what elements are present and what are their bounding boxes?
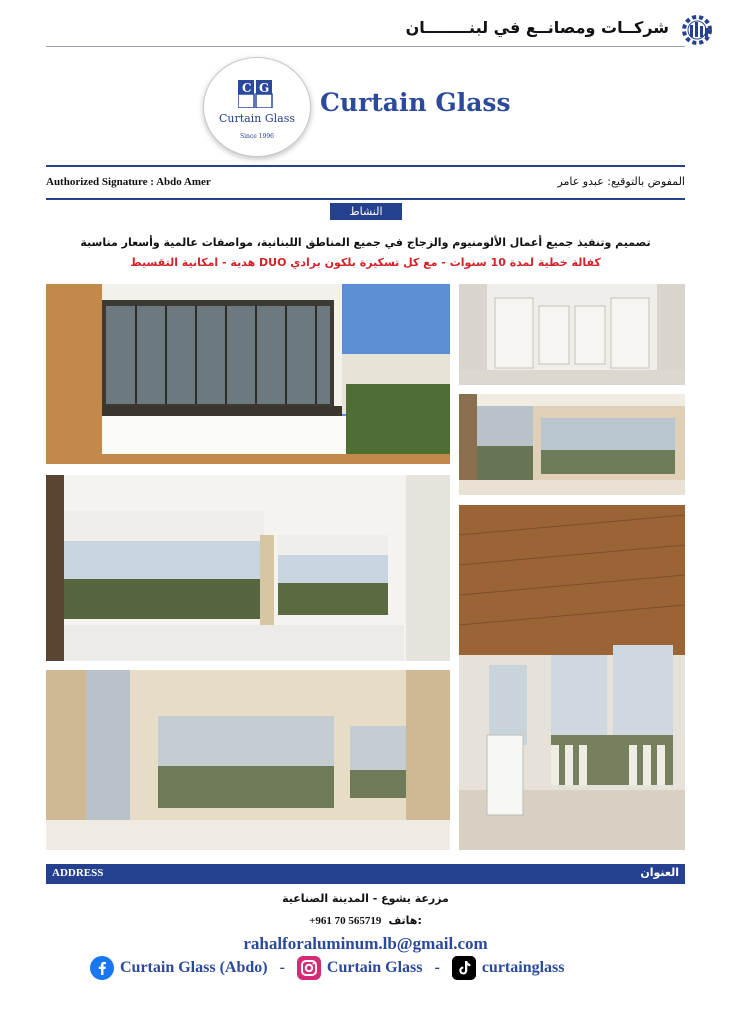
address-label-en: ADDRESS (52, 867, 104, 879)
address-label-ar: العنوان (640, 866, 679, 879)
roller-blinds-room-photo (459, 284, 685, 385)
glass-balcony-valley-photo (459, 394, 685, 495)
warranty-text: كفالة خطية لمدة 10 سنوات - مع كل تسكيرة بلكون برادي DUO هدية - امكانية التقسيط (130, 256, 601, 269)
address-bar (46, 864, 685, 884)
brand-title: Curtain Glass (320, 88, 511, 117)
gear-building-icon (681, 14, 717, 46)
phone-line (0, 914, 731, 927)
social-row (90, 956, 564, 980)
cg-monogram-icon (238, 80, 274, 108)
logo-name: Curtain Glass (219, 112, 295, 125)
activity-description: تصميم وتنفيذ جميع أعمال الألومنيوم والزجاج في جميع المناطق اللبنانية، مواصفات عالمية وأسعار مناسبة (80, 236, 651, 249)
signature-top-rule (46, 165, 685, 167)
blinds-valley-view-photo (46, 475, 450, 661)
signature-bottom-rule (46, 198, 685, 200)
phone-label: هاتف: (388, 914, 422, 927)
social-separator: - (279, 959, 285, 976)
email-link[interactable]: rahalforaluminum.lb@gmail.com (243, 934, 488, 953)
header-divider (46, 46, 685, 47)
directory-title: شركــات ومصانــع في لبنــــــــان (405, 18, 669, 37)
wooden-ceiling-arches-photo (459, 505, 685, 850)
facebook-icon[interactable] (90, 956, 114, 980)
svg-text:C: C (242, 81, 252, 95)
phone-number[interactable]: +961 70 565719 (309, 915, 382, 927)
facebook-handle[interactable]: Curtain Glass (Abdo) (120, 959, 268, 976)
tiktok-handle[interactable]: curtainglass (481, 959, 565, 976)
tiktok-icon[interactable] (452, 956, 476, 980)
balcony-exterior-photo (46, 284, 450, 464)
instagram-icon[interactable] (297, 956, 321, 980)
activity-badge: النشاط (330, 203, 402, 220)
instagram-handle[interactable]: Curtain Glass (326, 959, 423, 976)
social-separator: - (434, 959, 440, 976)
signature-en: Authorized Signature : Abdo Amer (46, 176, 211, 188)
signature-ar: المفوض بالتوقيع: عبدو عامر (557, 175, 685, 188)
logo-since: Since 1996 (240, 133, 274, 140)
address-text: مزرعة يشوع - المدينة الصناعية (282, 892, 449, 905)
marble-room-view-photo (46, 670, 450, 850)
svg-text:G: G (259, 81, 270, 95)
